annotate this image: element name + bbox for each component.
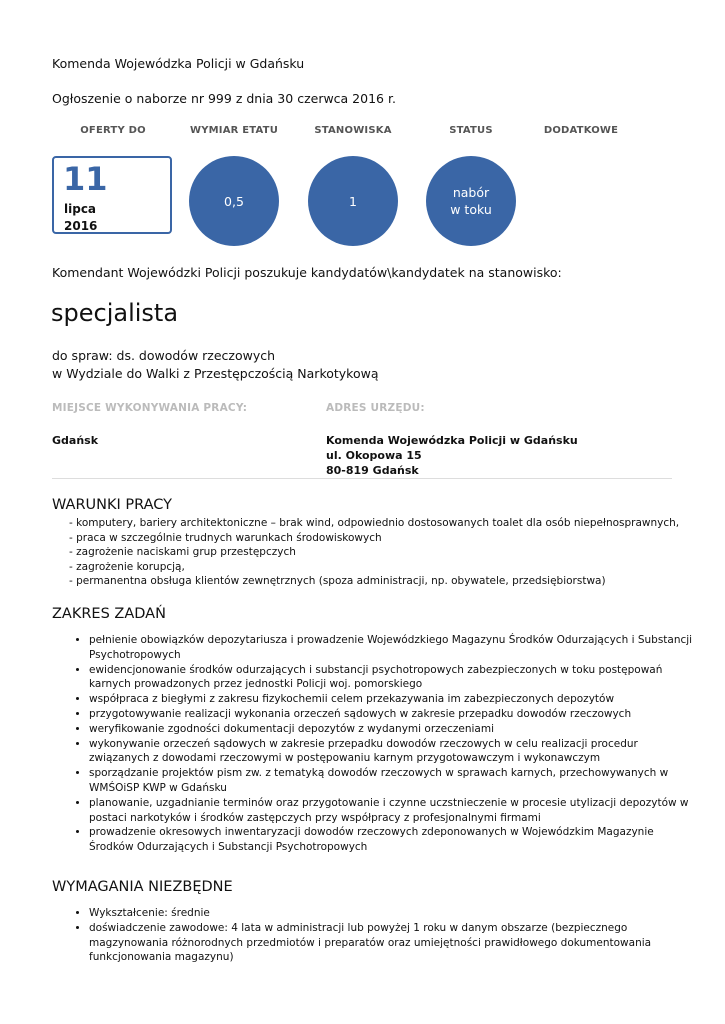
deadline-date-box [52,156,172,234]
label-etat: WYMIAR ETATU [189,125,279,136]
status-line-1: nabór [452,185,490,200]
label-status: STATUS [449,125,493,136]
list-item: • planowanie, uzgadnianie terminów oraz przygotowanie i czynne uczstnieczenie w procesie utylizacji depozytów w postaci narkotyków i środków zastępczych przy współpracy z profesjonalnymi firmami [89,796,699,826]
position-line-1: do spraw: ds. dowodów rzeczowych [52,348,276,363]
workplace-label: MIEJSCE WYKONYWANIA PRACY: [52,402,248,414]
list-item: • Wykształcenie: średnie [89,906,699,921]
address-line-2: ul. Okopowa 15 [326,449,422,462]
status-line-2: w toku [450,202,492,217]
list-item: - permanentna obsługa klientów zewnętrznych (spoza administracji, np. obywatele, przedsiębiorstwa) [69,575,606,588]
duties-heading: ZAKRES ZADAŃ [52,606,166,622]
list-item: - komputery, bariery architektoniczne – brak wind, odpowiednio dostosowanych toalet dla osób niepełnosprawnych, [69,517,680,529]
list-item: • weryfikowanie zgodności dokumentacji depozytów z wydanymi orzeczeniami [89,722,699,737]
positions-circle [308,156,398,246]
etat-value: 0,5 [224,193,244,209]
list-item: • prowadzenie okresowych inwentaryzacji dowodów rzeczowych zdeponowanych w Wojewódzkim Magazynie Środków Odurzających i Substancji Psychotropowych [89,825,699,855]
label-additional: DODATKOWE [543,125,619,136]
announcement-title: Ogłoszenie o naborze nr 999 z dnia 30 czerwca 2016 r. [52,91,396,106]
list-item: - zagrożenie korupcją, [69,560,185,573]
address-line-1: Komenda Wojewódzka Policji w Gdańsku [326,434,578,447]
status-circle [426,156,516,246]
conditions-heading: WARUNKI PRACY [52,497,173,513]
divider [52,478,672,479]
duties-list [67,633,699,855]
office-address [326,433,578,478]
position-line-2: w Wydziale do Walki z Przestępczością Narkotykową [52,366,379,381]
etat-circle [189,156,279,246]
requirements-list [67,906,699,965]
requirements-heading: WYMAGANIA NIEZBĘDNE [52,879,233,895]
list-item: • ewidencjonowanie środków odurzających i substancji psychotropowych zabezpieczonych w toku postępowań karnych prowadzonych przez jednostki Policji woj. pomorskiego [89,663,699,693]
list-item: • doświadczenie zawodowe: 4 lata w administracji lub powyżej 1 roku w danym obszarze (bezpiecznego magzynowania różnorodnych przedmiotów i preparatów oraz umiejętności prawidłowego dokumentowania funkcjonowania magazynu) [89,921,699,965]
label-offers-until: OFERTY DO [80,125,146,136]
address-line-3: 80-819 Gdańsk [326,464,419,477]
list-item: • przygotowywanie realizacji wykonania orzeczeń sądowych w zakresie przepadku dowodów rzeczowych [89,707,699,722]
organization-name: Komenda Wojewódzka Policji w Gdańsku [52,56,305,71]
position-title: specjalista [51,299,179,327]
list-item: • współpraca z biegłymi z zakresu fizykochemii celem przekazywania im zabezpieczonych depozytów [89,692,699,707]
list-item: • sporządzanie projektów pism zw. z tematyką dowodów rzeczowych w sprawach karnych, przechowywanych w WMŚOiSP KWP w Gdańsku [89,766,699,796]
deadline-day: 11 [63,160,108,198]
intro-text: Komendant Wojewódzki Policji poszukuje kandydatów\kandydatek na stanowisko: [52,265,562,280]
positions-value: 1 [349,193,357,209]
workplace-value: Gdańsk [52,434,99,447]
deadline-year: 2016 [64,219,98,233]
list-item: - praca w szczególnie trudnych warunkach środowiskowych [69,531,382,544]
office-address-label: ADRES URZĘDU: [326,402,425,414]
deadline-month: lipca [64,202,97,216]
label-positions: STANOWISKA [314,125,392,136]
list-item: - zagrożenie naciskami grup przestępczych [69,546,296,559]
conditions-list [69,516,689,589]
list-item: • wykonywanie orzeczeń sądowych w zakresie przepadku dowodów rzeczowych w celu realizacji procedur związanych z dowodami rzeczowymi w postępowaniu karnym przygotowawczym i wykonawczym [89,737,699,767]
list-item: • pełnienie obowiązków depozytariusza i prowadzenie Wojewódzkiego Magazynu Środków Odurzających i Substancji Psychotropowych [89,633,699,663]
